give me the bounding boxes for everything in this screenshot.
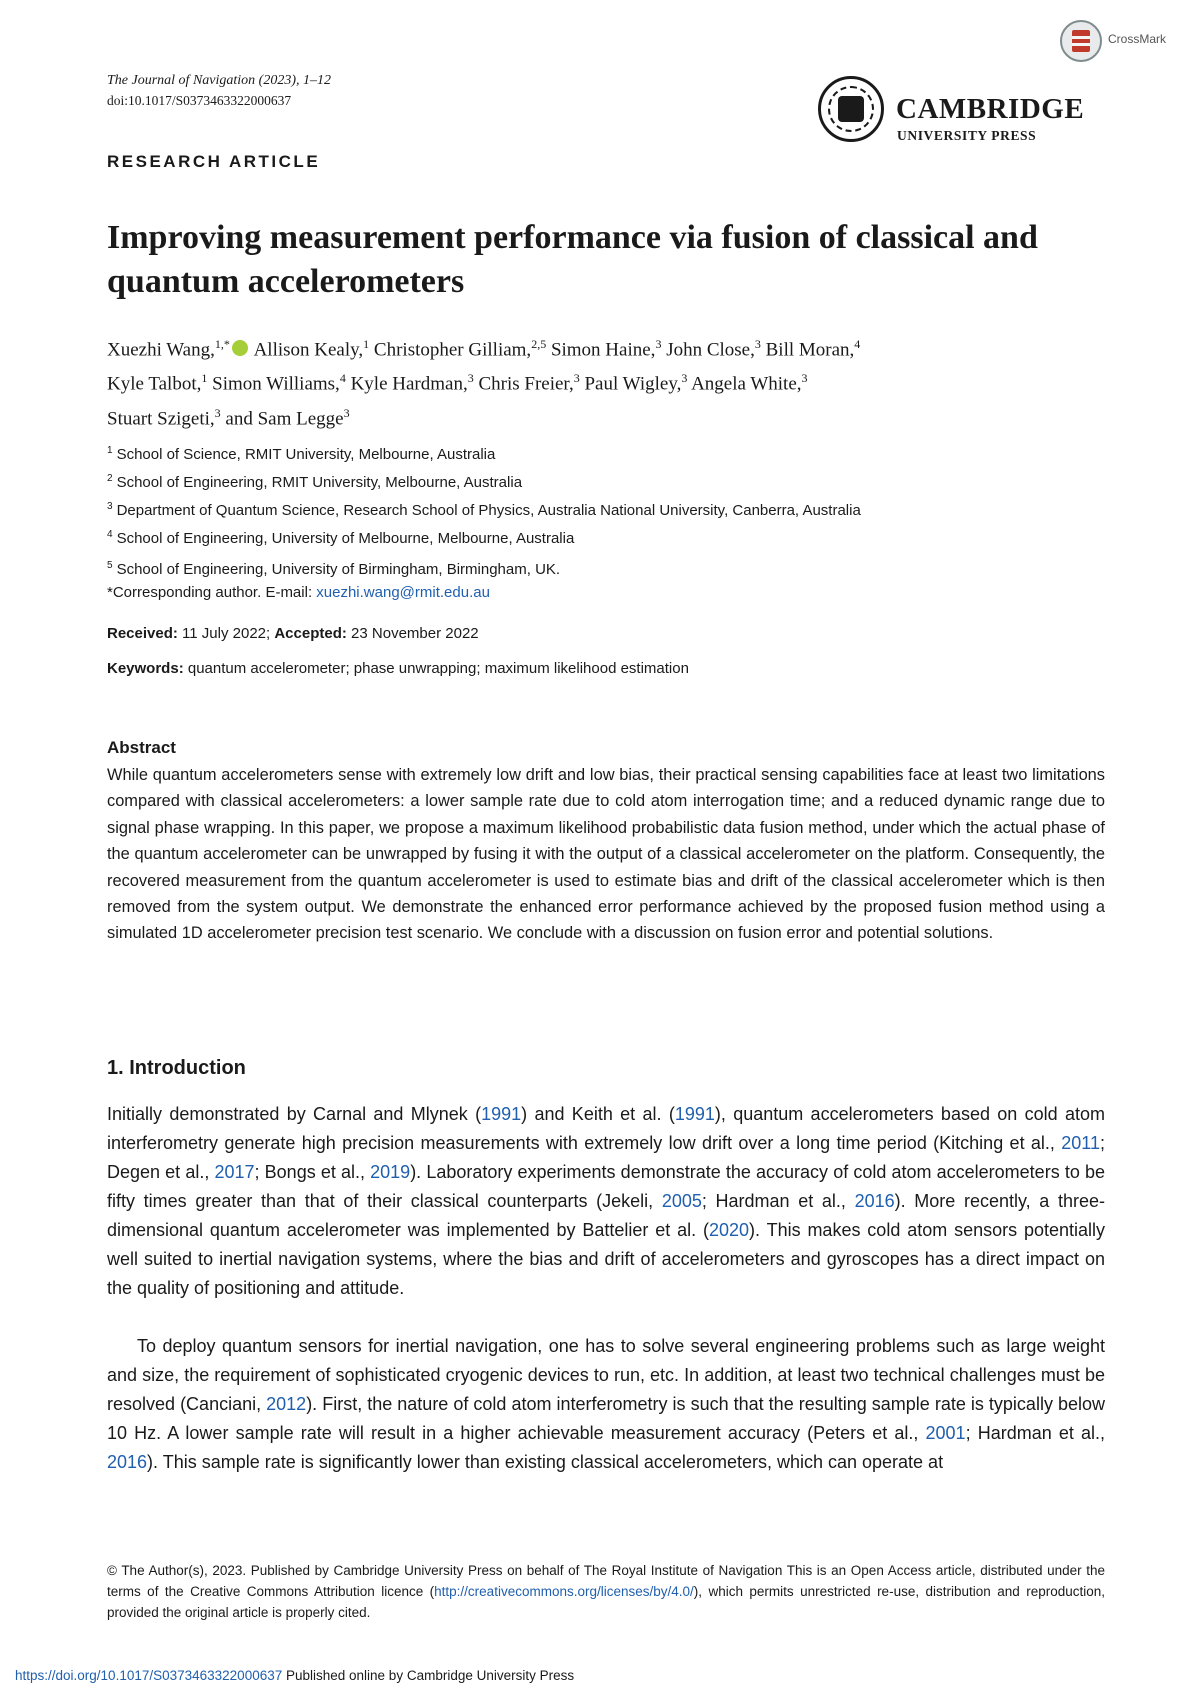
author[interactable]: Bill Moran, [765, 339, 855, 361]
affiliation-num: 2 [107, 473, 113, 484]
doi-link[interactable]: https://doi.org/10.1017/S0373463322000637 [15, 1668, 283, 1683]
citation-link[interactable]: 2019 [370, 1162, 411, 1182]
footer-text: Published online by Cambridge University Press [282, 1668, 575, 1683]
affiliation-text: School of Engineering, RMIT University, Melbourne, Australia [116, 474, 523, 491]
text-run: ), quantum accelerometers based on cold atom interferometry generate high precision measurements with extremely low drift over a long time period (Kitching et al., [107, 1104, 1105, 1153]
keywords [107, 660, 689, 677]
affiliation [107, 525, 1107, 549]
author[interactable]: Christopher Gilliam, [373, 339, 532, 361]
section-heading: 1. Introduction [107, 1057, 246, 1079]
affiliation [107, 469, 1107, 493]
author-sup: 1 [201, 371, 208, 386]
corresponding-author [107, 583, 1107, 603]
article-dates [107, 625, 479, 642]
affiliation-num: 5 [107, 560, 113, 571]
author[interactable]: Simon Williams, [212, 373, 340, 395]
text-run: To deploy quantum sensors for inertial navigation, one has to solve several engineering problems such as large weight and size, the requirement of sophisticated cryogenic devices to run, etc. In addition, at least two technical challenges must be resolved (Canciani, [107, 1336, 1105, 1414]
text-run: ). More recently, a three-dimensional quantum accelerometer was implemented by Battelier et al. ( [107, 1191, 1105, 1240]
author-sup: 3 [754, 337, 761, 351]
page-footer [15, 1668, 574, 1683]
abstract-text: While quantum accelerometers sense with extremely low drift and low bias, their practical sensing capabilities face at least two limitations compared with classical accelerometers: a lower sample rate due to cold atom interrogation time; and a reduced dynamic range due to signal phase wrapping. In this paper, we propose a maximum likelihood probabilistic data fusion method, under which the actual phase of the quantum accelerometer can be unwrapped by fusing it with the output of a classical accelerometer on the platform. Consequently, the recovered measurement from the quantum accelerometer is used to estimate bias and drift of the classical accelerometer which is then removed from the system output. We demonstrate the enhanced error performance achieved by the proposed fusion method using a simulated 1D accelerometer precision test scenario. We conclude with a discussion on fusion error and potential solutions. [107, 766, 1105, 943]
citation-link[interactable]: 1991 [481, 1104, 522, 1124]
author-sup: 1,* [214, 337, 230, 351]
text-run: © The Author(s), 2023. Published by Cambridge University Press on behalf of The Royal Institute of Navigation This is an Open Access article, distributed under the terms of the Creative Commons Attribution licence ( [107, 1563, 1105, 1599]
cambridge-seal-icon [818, 76, 884, 142]
crossmark-label[interactable]: CrossMark [1108, 32, 1167, 46]
text-run: ), which permits unrestricted re-use, distribution and reproduction, provided the original article is properly cited. [107, 1584, 1105, 1620]
accepted-label: Accepted: [274, 625, 347, 642]
text-run: ; Bongs et al., [254, 1162, 371, 1182]
text-run: ). Laboratory experiments demonstrate the accuracy of cold atom accelerometers to be fifty times greater than that of their classical counterparts (Jekeli, [107, 1162, 1105, 1211]
accepted-date: 23 November 2022 [351, 625, 479, 642]
citation-link[interactable]: 1991 [674, 1104, 715, 1124]
author-sup: 4 [854, 337, 861, 351]
author[interactable]: Angela White, [691, 373, 802, 395]
text-run: ; Hardman et al., [701, 1191, 855, 1211]
affiliation [107, 497, 1107, 521]
author[interactable]: Kyle Hardman, [350, 373, 468, 395]
citation-link[interactable]: 2016 [854, 1191, 895, 1211]
citation-link[interactable]: 2012 [266, 1394, 307, 1414]
author-sup: 3 [343, 405, 350, 420]
intro-paragraph-1 [107, 1100, 1105, 1303]
crossmark-icon[interactable] [1060, 20, 1102, 62]
text-run: Initially demonstrated by Carnal and Mlynek ( [107, 1104, 482, 1124]
text-run: ). This makes cold atom sensors potentially well suited to inertial navigation systems, where the bias and drift of accelerometers and gyroscopes has a direct impact on the quality of positioning and attitude. [107, 1220, 1106, 1298]
article-title: Improving measurement performance via fusion of classical and quantum accelerometers [107, 219, 1038, 300]
corresponding-email-link[interactable]: xuezhi.wang@rmit.edu.au [316, 584, 490, 601]
affiliation-text: School of Science, RMIT University, Melbourne, Australia [116, 446, 496, 463]
intro-paragraph-2 [107, 1332, 1105, 1477]
text-run: ). First, the nature of cold atom interferometry is such that the resulting sample rate is typically below 10 Hz. A lower sample rate will result in a higher achievable measurement accuracy (Peters et al., [107, 1394, 1105, 1443]
author[interactable]: Paul Wigley, [584, 373, 682, 395]
text-run: ; Hardman et al., [965, 1423, 1105, 1443]
text-run: ; Degen et al., [107, 1133, 1105, 1182]
author-list [107, 330, 1107, 433]
affiliation [107, 441, 1107, 465]
journal-citation: The Journal of Navigation (2023), 1–12 [107, 73, 331, 88]
citation-link[interactable]: 2005 [661, 1191, 702, 1211]
received-date: 11 July 2022; [182, 625, 271, 642]
affiliation-text: School of Engineering, University of Birmingham, Birmingham, UK. [116, 561, 561, 578]
text-run: ) and Keith et al. ( [521, 1104, 675, 1124]
author-sup: 4 [339, 371, 346, 386]
received-label: Received: [107, 625, 178, 642]
affiliation-num: 1 [107, 445, 113, 456]
affiliation [107, 556, 1107, 580]
abstract-heading: Abstract [107, 738, 176, 757]
author[interactable]: Stuart Szigeti, [107, 407, 215, 429]
article-doi: doi:10.1017/S0373463322000637 [107, 93, 292, 108]
author[interactable]: Allison Kealy, [253, 339, 364, 361]
author-sup: 3 [467, 371, 474, 386]
orcid-icon[interactable] [232, 340, 248, 356]
citation-link[interactable]: 2020 [709, 1220, 750, 1240]
author[interactable]: and Sam Legge [225, 407, 344, 429]
affiliation-num: 3 [107, 501, 113, 512]
text-run: ). This sample rate is significantly lower than existing classical accelerometers, which can operate at [147, 1452, 944, 1472]
author-sup: 3 [801, 371, 808, 386]
citation-link[interactable]: 2011 [1061, 1133, 1100, 1153]
affiliation-text: Department of Quantum Science, Research School of Physics, Australia National University, Canberra, Australia [116, 502, 861, 519]
author-sup: 3 [655, 337, 662, 351]
author-sup: 3 [573, 371, 580, 386]
author[interactable]: Chris Freier, [478, 373, 574, 395]
author[interactable]: Simon Haine, [550, 339, 656, 361]
publisher-sub: UNIVERSITY PRESS [897, 128, 1037, 143]
corresponding-label: *Corresponding author. E-mail: [107, 584, 313, 601]
author-sup: 3 [214, 405, 221, 420]
keywords-text: quantum accelerometer; phase unwrapping; maximum likelihood estimation [187, 660, 689, 677]
article-type: RESEARCH ARTICLE [107, 152, 321, 171]
author[interactable]: John Close, [666, 339, 755, 361]
author-sup: 3 [681, 371, 688, 386]
author-sup: 2,5 [531, 337, 547, 351]
citation-link[interactable]: 2016 [107, 1452, 148, 1472]
affiliation-num: 4 [107, 529, 113, 540]
citation-link[interactable]: 2001 [925, 1423, 966, 1443]
author[interactable]: Kyle Talbot, [107, 373, 202, 395]
author[interactable]: Xuezhi Wang, [107, 339, 215, 361]
license-link[interactable]: http://creativecommons.org/licenses/by/4.0/ [434, 1584, 694, 1599]
keywords-label: Keywords: [107, 660, 184, 677]
license-notice [107, 1560, 1105, 1623]
publisher-name: CAMBRIDGE [896, 93, 1085, 125]
author-sup: 1 [363, 337, 370, 351]
affiliation-text: School of Engineering, University of Melbourne, Melbourne, Australia [116, 530, 575, 547]
citation-link[interactable]: 2017 [214, 1162, 255, 1182]
